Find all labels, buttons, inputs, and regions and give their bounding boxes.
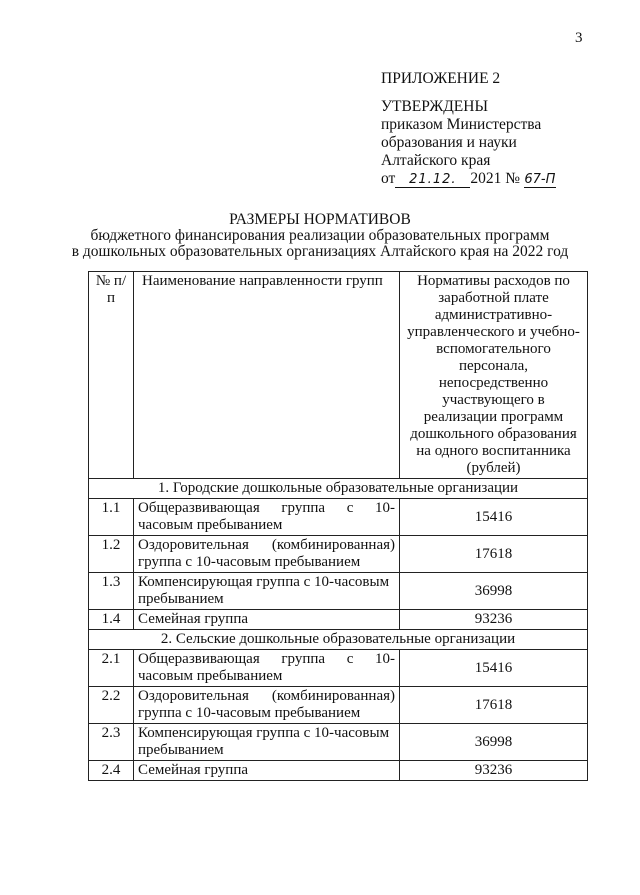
- from-label: от: [381, 170, 396, 187]
- table-row: [89, 499, 588, 536]
- row-value: 93236: [400, 610, 588, 630]
- row-name: Семейная группа: [134, 610, 400, 630]
- approval-line-3: Алтайского края: [381, 152, 491, 169]
- section-row: [89, 630, 588, 650]
- page-number: 3: [575, 30, 583, 46]
- title-line-2: бюджетного финансирования реализации образовательных программ: [90, 227, 550, 244]
- appendix-block: [381, 70, 556, 188]
- row-num: 1.4: [89, 610, 134, 630]
- table-row: [89, 610, 588, 630]
- row-num: 2.2: [89, 687, 134, 724]
- table-row: [89, 687, 588, 724]
- row-name: Семейная группа: [134, 761, 400, 781]
- appendix-title: ПРИЛОЖЕНИЕ 2: [381, 70, 501, 87]
- row-name: Компенсирующая группа с 10-часовым пребыванием: [134, 573, 400, 610]
- row-name: Общеразвивающая группа с 10-часовым пребыванием: [134, 499, 400, 536]
- row-value: 36998: [400, 573, 588, 610]
- section-title: 1. Городские дошкольные образовательные организации: [89, 479, 588, 499]
- row-value: 36998: [400, 724, 588, 761]
- row-name: Компенсирующая группа с 10-часовым пребыванием: [134, 724, 400, 761]
- table-row: [89, 761, 588, 781]
- row-num: 1.3: [89, 573, 134, 610]
- title-line-3: в дошкольных образовательных организациях Алтайского края на 2022 год: [71, 243, 569, 260]
- section-title: 2. Сельские дошкольные образовательные организации: [89, 630, 588, 650]
- approval-line-2: образования и науки: [381, 134, 517, 151]
- row-value: 17618: [400, 687, 588, 724]
- row-value: 17618: [400, 536, 588, 573]
- document-title: [0, 212, 640, 260]
- approval-line-1: приказом Министерства: [381, 116, 542, 133]
- handwritten-order-number: 67-П: [524, 172, 556, 187]
- table-row: [89, 573, 588, 610]
- row-num: 2.3: [89, 724, 134, 761]
- row-num: 2.4: [89, 761, 134, 781]
- header-name: Наименование направленности групп: [134, 272, 400, 479]
- table-row: [89, 536, 588, 573]
- row-value: 93236: [400, 761, 588, 781]
- order-date-line: [381, 170, 556, 188]
- row-value: 15416: [400, 650, 588, 687]
- header-norm: Нормативы расходов по заработной плате административно-управленческого и учебно-вспомогательного персонала, непосредственно участвующего в реализации программ дошкольного образования на одного воспитанника (рублей): [400, 272, 588, 479]
- row-num: 2.1: [89, 650, 134, 687]
- norms-table: [88, 271, 588, 781]
- table-row: [89, 724, 588, 761]
- title-line-1: РАЗМЕРЫ НОРМАТИВОВ: [229, 211, 411, 228]
- row-num: 1.1: [89, 499, 134, 536]
- header-num: № п/п: [89, 272, 134, 479]
- handwritten-date: 21.12.: [395, 173, 470, 188]
- row-name: Оздоровительная (комбинированная) группа с 10-часовым пребыванием: [134, 536, 400, 573]
- year-label: 2021 №: [470, 170, 520, 187]
- section-row: [89, 479, 588, 499]
- row-name: Общеразвивающая группа с 10-часовым пребыванием: [134, 650, 400, 687]
- approved-label: УТВЕРЖДЕНЫ: [381, 98, 488, 115]
- row-num: 1.2: [89, 536, 134, 573]
- table-row: [89, 650, 588, 687]
- row-name: Оздоровительная (комбинированная) группа с 10-часовым пребыванием: [134, 687, 400, 724]
- row-value: 15416: [400, 499, 588, 536]
- table-header-row: [89, 272, 588, 479]
